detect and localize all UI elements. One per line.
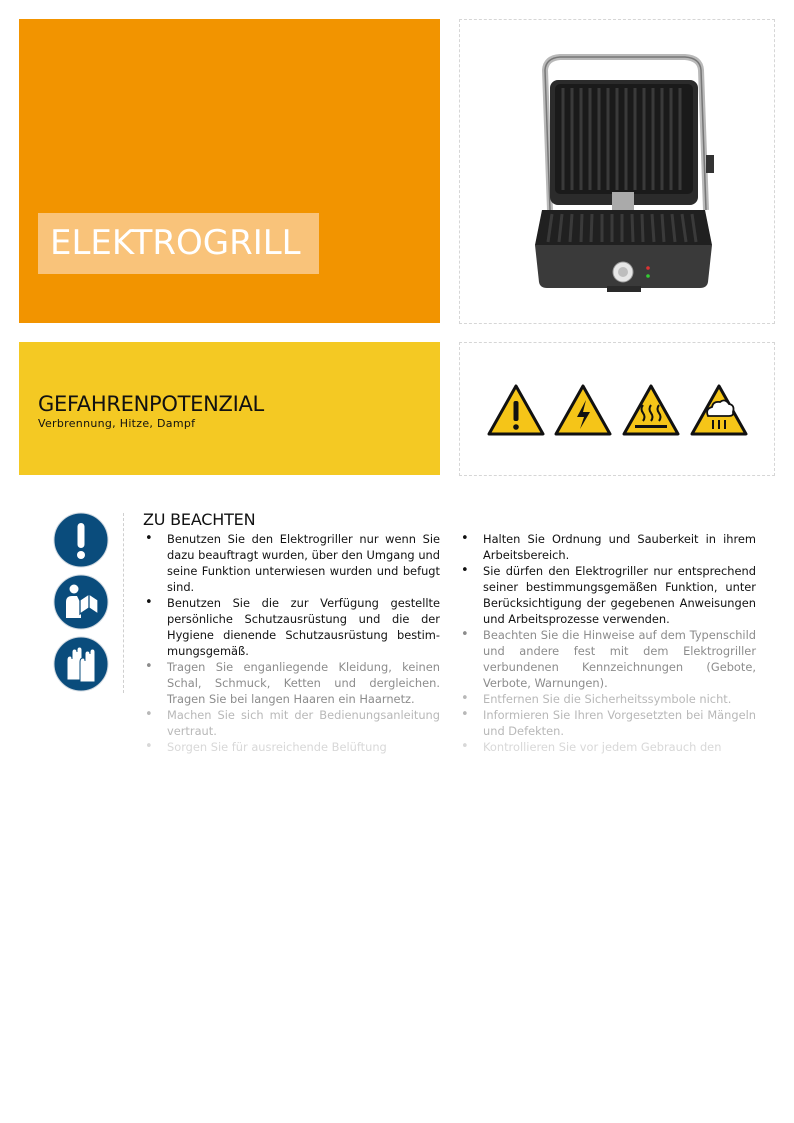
hazard-subtitle: Verbrennung, Hitze, Dampf <box>38 417 196 430</box>
title-label-box <box>38 213 319 274</box>
read-manual-icon <box>53 574 109 630</box>
list-item: • Beachten Sie die Hinweise auf dem Typenschild und andere fest mit dem Elektrogriller verbundenen Kennzeichnungen (Gebote, Verbote, Warnungen). <box>459 627 756 691</box>
notes-right-column <box>459 531 756 755</box>
general-mandatory-icon <box>53 512 109 568</box>
column-divider <box>123 513 124 693</box>
wear-gloves-icon <box>53 636 109 692</box>
hazard-banner <box>19 342 440 475</box>
steam-warning-icon <box>689 383 749 437</box>
general-warning-icon <box>486 383 546 437</box>
list-item: • Informieren Sie Ihren Vorgesetzten bei Mängeln und Defekten. <box>459 707 756 739</box>
list-item: • Benutzen Sie den Elektrogriller nur wenn Sie dazu beauftragt wurden, über den Umgang und seine Funktion unterwiesen wurden und befugt sind. <box>143 531 440 595</box>
notes-left-column <box>143 531 440 755</box>
list-item: • Machen Sie sich mit der Bedienungsanleitung vertraut. <box>143 707 440 739</box>
product-photo-frame <box>459 19 775 324</box>
page-title: ELEKTROGRILL <box>50 223 301 263</box>
list-item: • Benutzen Sie die zur Verfügung gestellte persönliche Schutzausrüstung und die der Hygiene dienende Schutzausrüstung bestimmungsgemäß. <box>143 595 440 659</box>
list-item: • Halten Sie Ordnung und Sauberkeit in ihrem Arbeitsbereich. <box>459 531 756 563</box>
title-banner <box>19 19 440 323</box>
list-item: • Entfernen Sie die Sicherheitssymbole nicht. <box>459 691 756 707</box>
electricity-warning-icon <box>553 383 613 437</box>
list-item: • Sorgen Sie für ausreichende Belüftung <box>143 739 440 755</box>
notes-title: ZU BEACHTEN <box>143 510 256 529</box>
list-item: • Sie dürfen den Elektrogriller nur entsprechend seiner bestimmungsgemäßen Funktion, unter Berücksichtigung der gegebenen Anweisungen und Arbeitsprozesse verwenden. <box>459 563 756 627</box>
grill-photo <box>460 20 774 323</box>
list-item: • Kontrollieren Sie vor jedem Gebrauch den <box>459 739 756 755</box>
hot-surface-warning-icon <box>621 383 681 437</box>
list-item: • Tragen Sie enganliegende Kleidung, keinen Schal, Schmuck, Ketten und dergleichen. Tragen Sie bei langen Haaren ein Haarnetz. <box>143 659 440 707</box>
warning-signs-frame <box>459 342 775 476</box>
hazard-title: GEFAHRENPOTENZIAL <box>38 392 264 416</box>
